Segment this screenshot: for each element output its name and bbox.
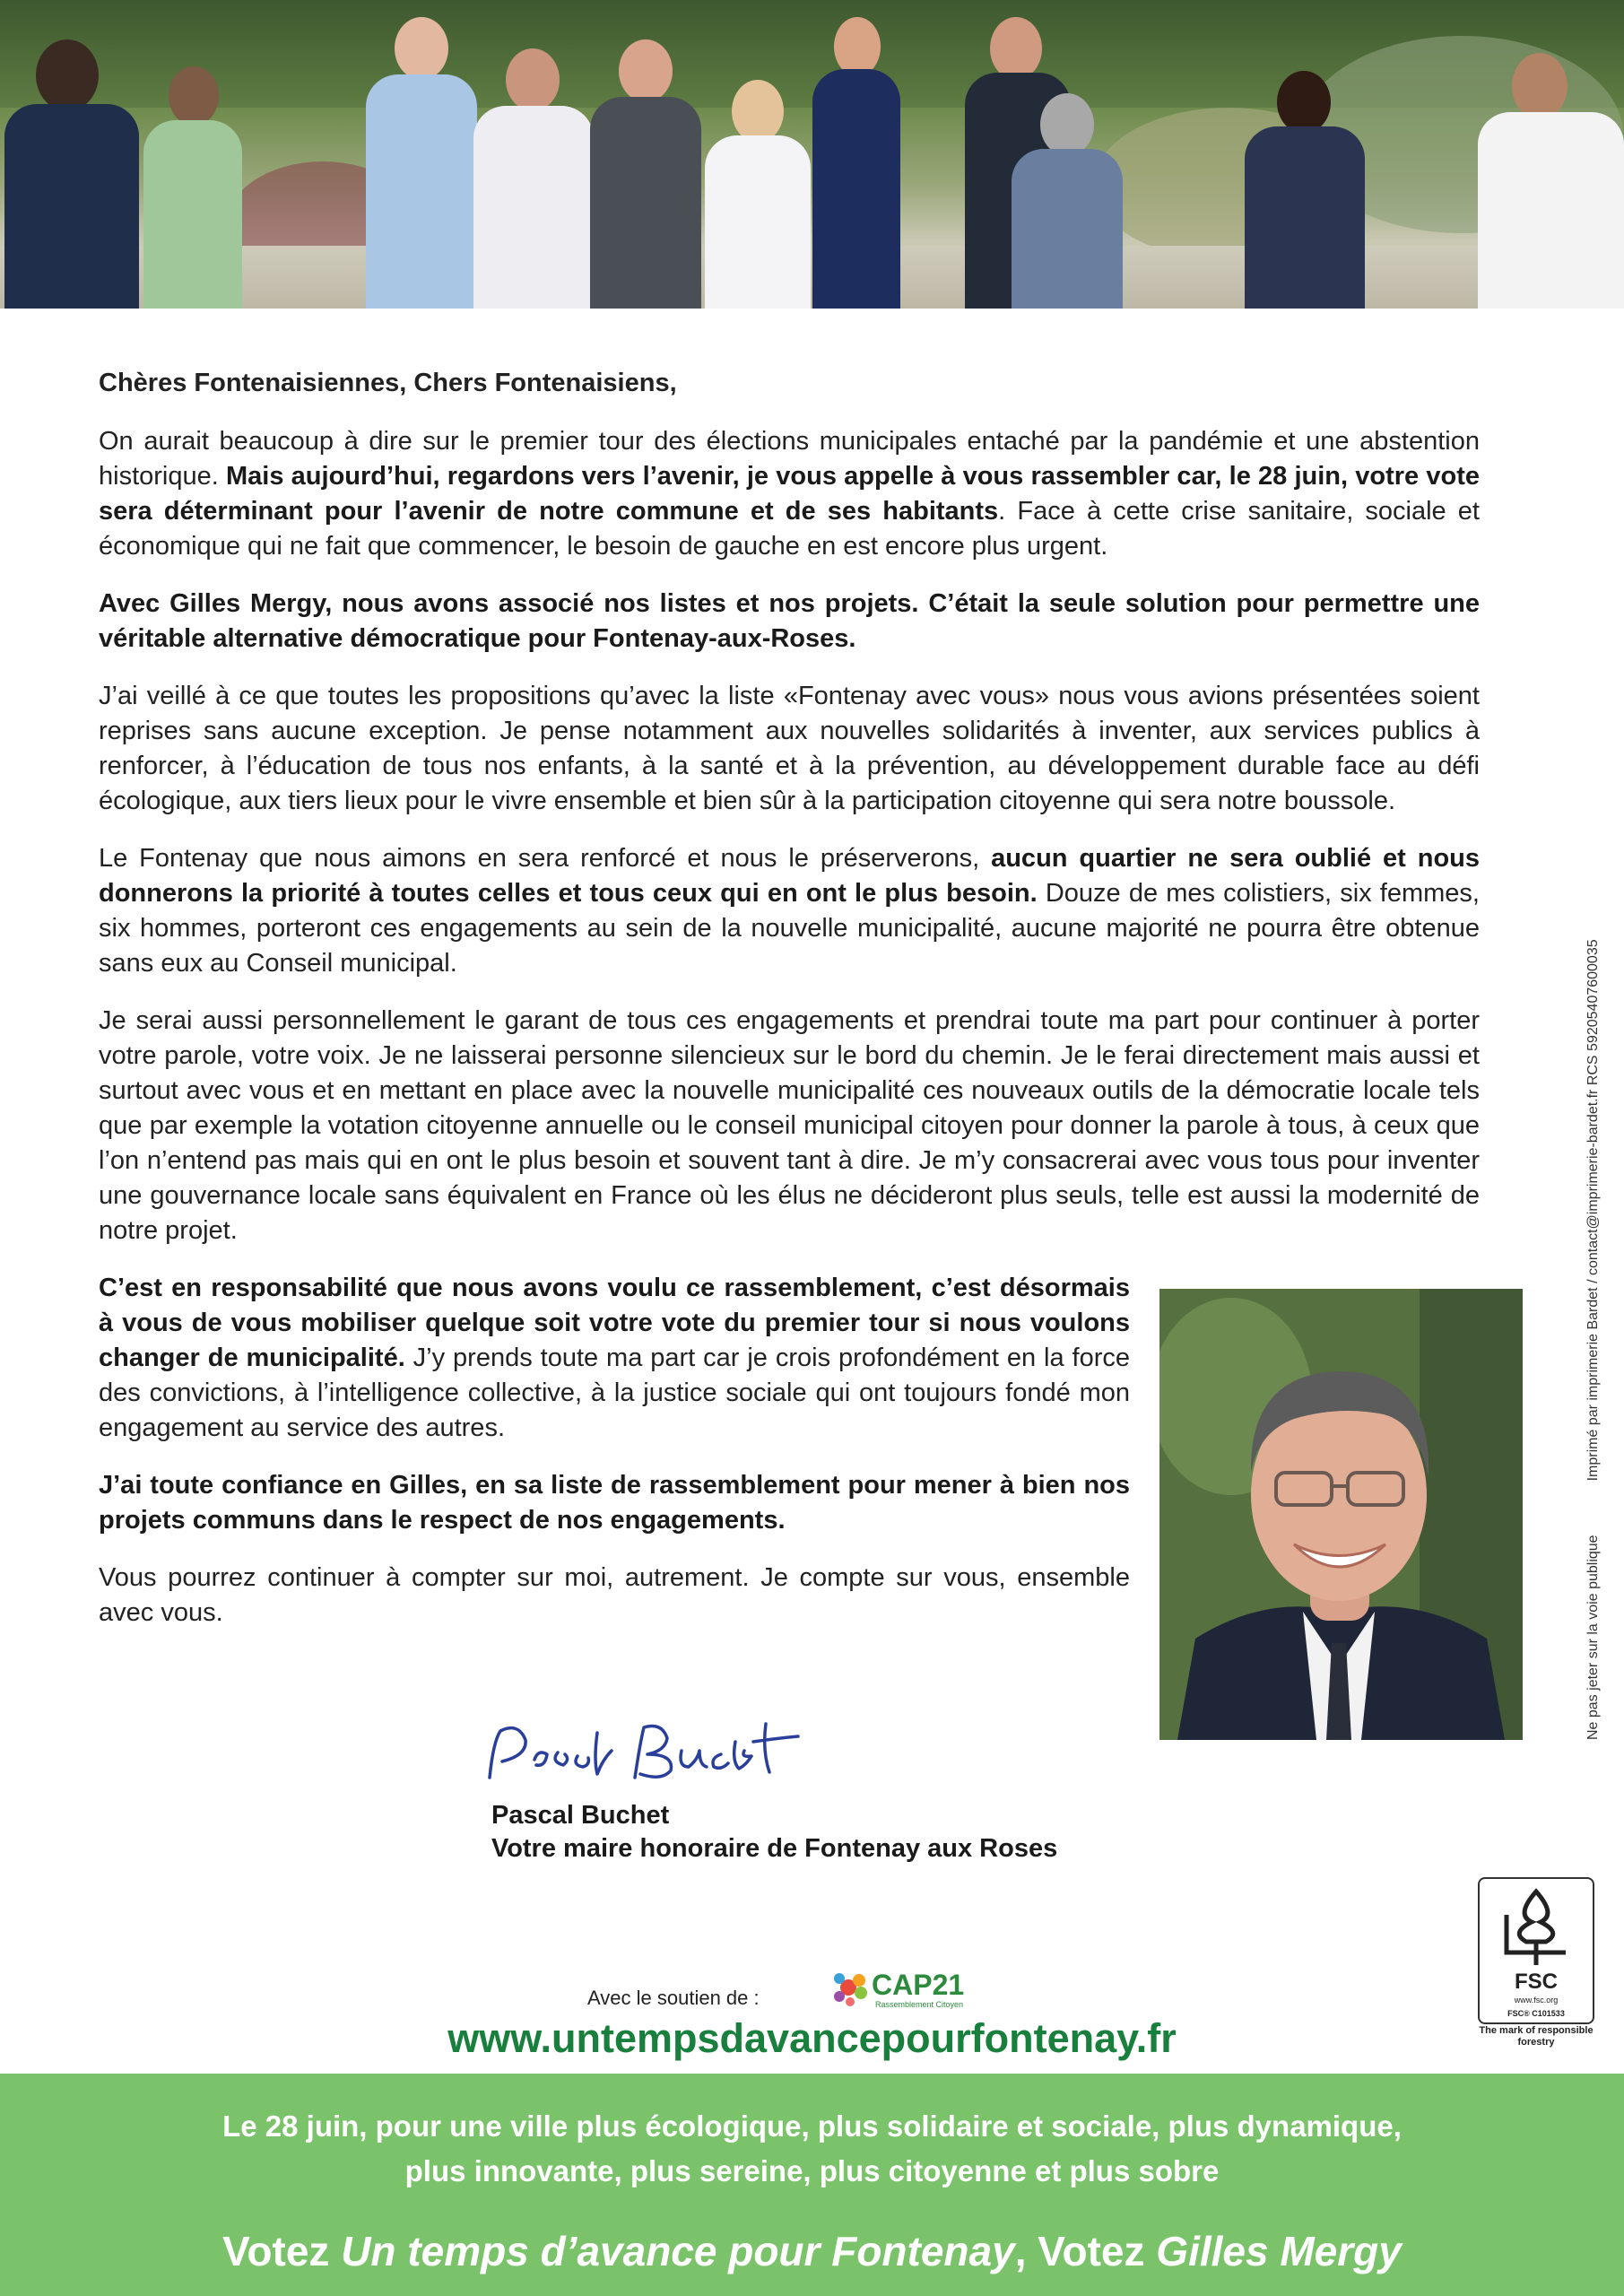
letter-paragraph-7 bbox=[99, 1468, 1130, 1538]
fsc-logo-text: FSC bbox=[1515, 1970, 1558, 1994]
legal-mention bbox=[1583, 843, 1604, 1740]
photo-person bbox=[135, 66, 251, 309]
vote-list-name: Un temps d’avance pour Fontenay bbox=[341, 2228, 1015, 2274]
legal-printer: Imprimé par imprimerie Bardet / contact@imprimerie-bardet.fr RCS 59205407600035 bbox=[1585, 939, 1601, 1482]
footer-slogan-line-2: plus innovante, plus sereine, plus citoyenne et plus sobre bbox=[404, 2154, 1220, 2187]
paragraph-bold-text: C’est en responsabilité que nous avons voulu ce rassemblement, c’est désormais à vous de vous mobiliser quelque soit votre vote du premier tour si nous voulons changer de municipalité. bbox=[99, 1274, 1130, 1372]
cap21-logo bbox=[829, 1962, 1008, 2013]
signer-name: Pascal Buchet bbox=[491, 1801, 670, 1830]
photo-person bbox=[699, 80, 816, 309]
paragraph-bold-text: aucun quartier ne sera oublié et nous donnerons la priorité à toutes celles et tous ceux qui en ont le plus besoin. bbox=[99, 844, 1481, 908]
letter-paragraph-8: Vous pourrez continuer à compter sur moi, autrement. Je compte sur vous, ensemble avec vous. bbox=[99, 1563, 1130, 1627]
cap21-logo-text: CAP21 bbox=[872, 1969, 965, 2001]
fsc-code: FSC® C101533 bbox=[1507, 2009, 1565, 2018]
fsc-logo bbox=[1478, 1877, 1594, 2024]
paragraph-text: Douze de mes colistiers, six femmes, six hommes, porteront ces engagements au sein de la nouvelle municipalité, aucune majorité ne pourra être obtenue sans eux au Conseil municipal. bbox=[99, 879, 1480, 978]
footer-slogan-line-1: Le 28 juin, pour une ville plus écologique, plus solidaire et sociale, plus dynamique, bbox=[222, 2109, 1402, 2143]
fsc-tree-icon bbox=[1480, 1879, 1593, 2022]
letter-paragraph-5: Je serai aussi personnellement le garant de tous ces engagements et prendrai toute ma part pour continuer à porter votre parole, votre voix. Je ne laisserai personne silencieux sur le bord du chemin. Je le ferai directement mais aussi et surtout avec vous et en mettant en place avec la nouvelle municipalité ces nouveaux outils de la démocratie locale tels que par exemple la votation citoyenne annuelle ou le conseil municipal citoyen pour donner la parole à tous, à ceux que l’on n’entend pas mais qui en ont le plus besoin et souvent tant à dire. Je m’y consacrerai avec vous tous pour inventer une gouvernance locale sans équivalent en France où les élus ne décideront plus seuls, telle est aussi la modernité de notre projet. bbox=[99, 1006, 1480, 1245]
letter-paragraph-4 bbox=[99, 841, 1480, 981]
paragraph-bold-text: Mais aujourd’hui, regardons vers l’avenir, je vous appelle à vous rassembler car, le 28 juin, votre vote sera déterminant pour l’avenir de notre commune et de ses habitants bbox=[99, 462, 1481, 526]
cap21-logo-subtext: Rassemblement Citoyen bbox=[875, 2000, 964, 2009]
signer-title: Votre maire honoraire de Fontenay aux Roses bbox=[491, 1834, 1058, 1863]
photo-person bbox=[583, 39, 708, 309]
photo-person bbox=[1238, 71, 1372, 309]
vote-candidate-name: Gilles Mergy bbox=[1156, 2228, 1402, 2274]
photo-person bbox=[359, 17, 484, 309]
vote-text: Votez bbox=[222, 2228, 342, 2274]
legal-no-litter: Ne pas jeter sur la voie publique bbox=[1585, 1535, 1601, 1740]
paragraph-bold-text: Avec Gilles Mergy, nous avons associé nos listes et nos projets. C’était la seule solution pour permettre une véritable alternative démocratique pour Fontenay-aux-Roses. bbox=[99, 589, 1480, 653]
paragraph-bold-text: J’ai toute confiance en Gilles, en sa liste de rassemblement pour mener à bien nos projets communs dans le respect de nos engagements. bbox=[99, 1471, 1130, 1535]
footer-banner bbox=[0, 2074, 1624, 2296]
letter-greeting: Chères Fontenaisiennes, Chers Fontenaisiens, bbox=[99, 369, 677, 397]
letter-paragraph-2 bbox=[99, 587, 1480, 657]
photo-person bbox=[466, 48, 601, 309]
paragraph-text: . Face à cette crise sanitaire, sociale et économique qui ne fait que commencer, le besoin de gauche en est encore plus urgent. bbox=[99, 497, 1480, 561]
hero-group-photo bbox=[0, 0, 1624, 309]
photo-person bbox=[1004, 93, 1130, 309]
handwritten-signature bbox=[482, 1715, 823, 1796]
photo-person bbox=[0, 39, 143, 309]
footer-slogan bbox=[0, 2104, 1624, 2194]
letter-paragraph-6 bbox=[99, 1271, 1130, 1446]
paragraph-text: On aurait beaucoup à dire sur le premier tour des élections municipales entaché par la pandémie et une abstention historique. bbox=[99, 427, 1480, 491]
letter-paragraph-1 bbox=[99, 424, 1480, 564]
fsc-mark-text: The mark of responsible forestry bbox=[1479, 2025, 1594, 2048]
portrait-illustration bbox=[1159, 1289, 1523, 1740]
campaign-website-link[interactable]: www.untempsdavancepourfontenay.fr bbox=[447, 2015, 1177, 2061]
paragraph-text: Le Fontenay que nous aimons en sera renforcé et nous le préserverons, bbox=[99, 844, 992, 873]
photo-person bbox=[1471, 53, 1624, 309]
signer-block bbox=[491, 1799, 1057, 1866]
portrait-photo bbox=[1159, 1289, 1523, 1740]
photo-person bbox=[807, 17, 906, 309]
fsc-site: www.fsc.org bbox=[1514, 1996, 1559, 2005]
letter-paragraph-3: J’ai veillé à ce que toutes les propositions qu’avec la liste «Fontenay avec vous» nous vous avions présentées soient reprises sans aucune exception. Je pense notamment aux nouvelles solidarités à inventer, aux services publics à renforcer, à l’éducation de tous nos enfants, à la santé et à la prévention, au développement durable face au défi écologique, aux tiers lieux pour le vivre ensemble et bien sûr à la participation citoyenne qui sera notre boussole. bbox=[99, 682, 1480, 815]
footer-vote-call bbox=[0, 2224, 1624, 2278]
support-label: Avec le soutien de : bbox=[587, 1987, 760, 2009]
vote-text: , Votez bbox=[1014, 2228, 1157, 2274]
paragraph-text: J’y prends toute ma part car je crois profondément en la force des convictions, à l’intelligence collective, à la justice sociale qui ont toujours fondé mon engagement au service des autres. bbox=[99, 1344, 1131, 1442]
cap21-flower-icon bbox=[834, 1973, 867, 2006]
